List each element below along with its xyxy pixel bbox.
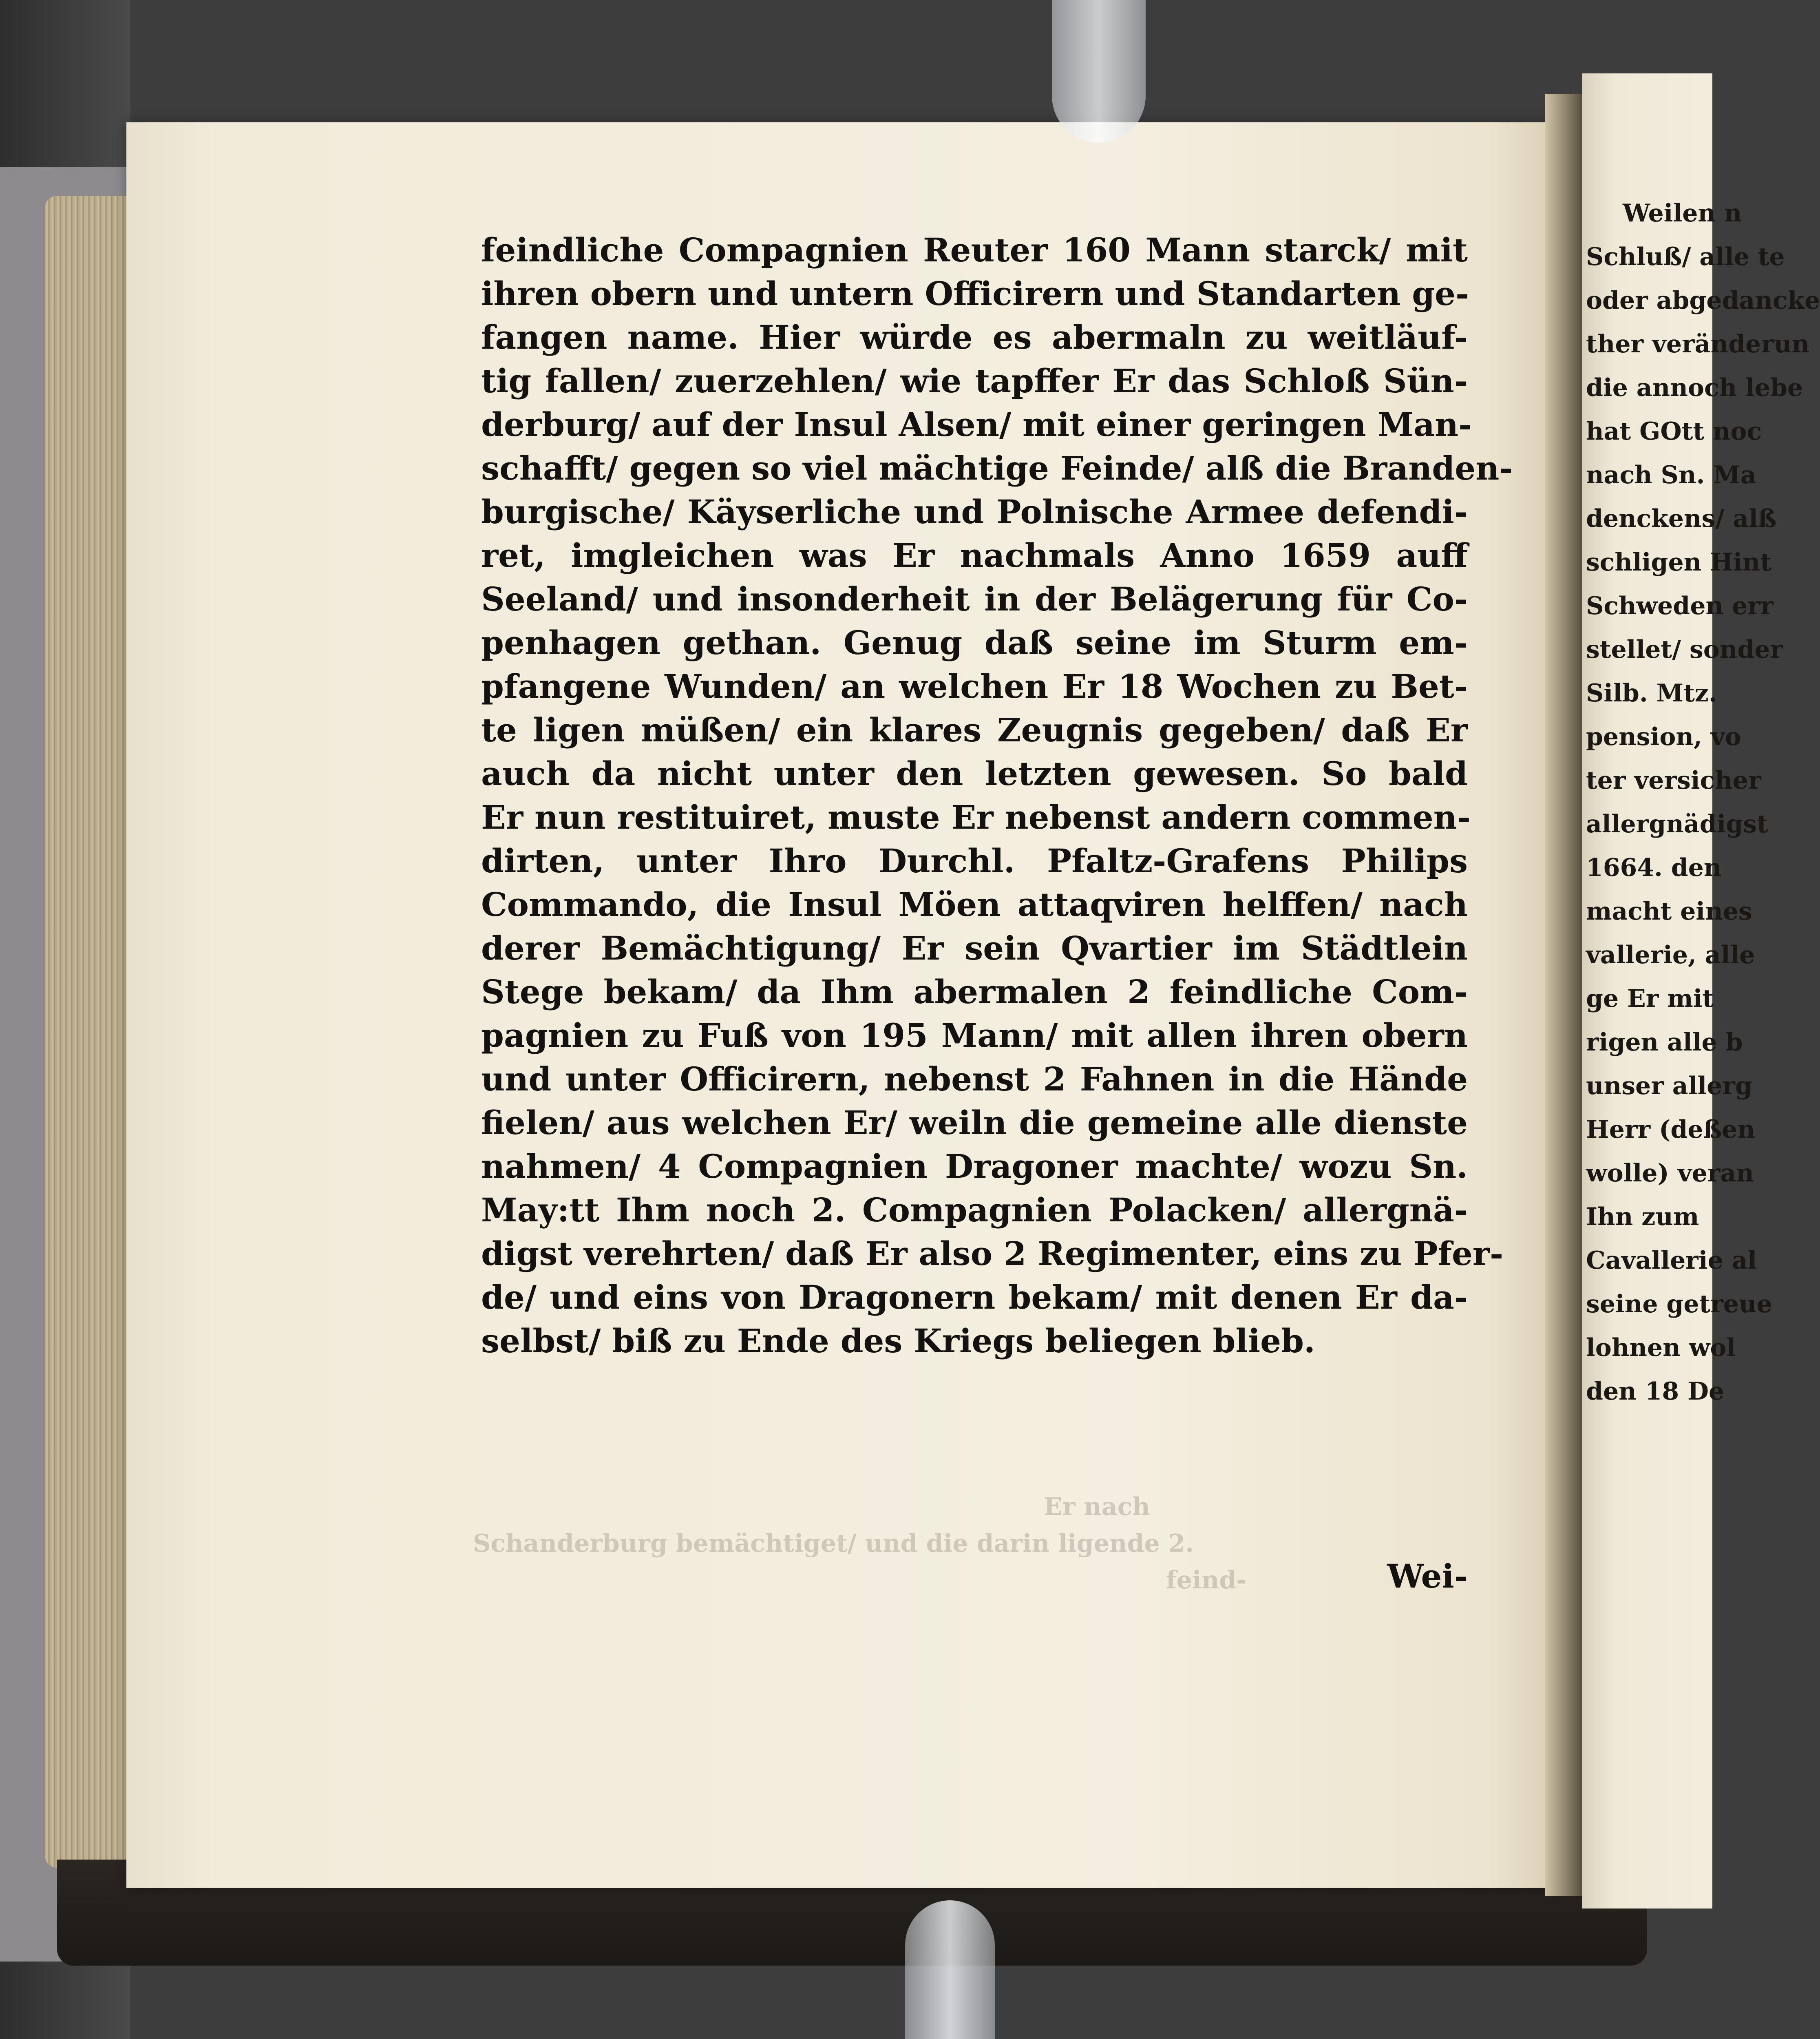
- main-text-block: [481, 228, 1513, 1363]
- page-clip-bottom: [905, 1900, 995, 2039]
- text-line: feindliche Compagnien Reuter 160 Mann starck/ mit: [481, 231, 1468, 269]
- text-line: auch da nicht unter den letzten gewesen. So bald: [481, 754, 1468, 793]
- text-line: ihren obern und untern Officirern und Standarten ge-: [481, 274, 1469, 313]
- page-clip-top: [1052, 0, 1146, 143]
- right-text-line: Herr (deßen: [1586, 1115, 1755, 1144]
- text-line: selbst/ biß zu Ende des Kriegs beliegen blieb.: [481, 1322, 1315, 1360]
- right-text-line: ge Er mit: [1586, 984, 1714, 1013]
- right-text-line: schligen Hint: [1586, 548, 1771, 577]
- text-line: tig fallen/ zuerzehlen/ wie tapffer Er das Schloß Sün-: [481, 362, 1468, 400]
- show-through-line: Er nach: [1044, 1493, 1150, 1521]
- right-text-line: allergnädigst: [1586, 810, 1768, 838]
- text-line: Commando, die Insul Möen attaqviren helffen/ nach: [481, 885, 1468, 924]
- right-text-line: oder abgedancke: [1586, 286, 1820, 315]
- right-text-line: stellet/ sonder: [1586, 635, 1783, 664]
- text-line: und unter Officirern, nebenst 2 Fahnen in die Hände: [481, 1060, 1468, 1098]
- text-line: fielen/ aus welchen Er/ weiln die gemeine alle dienste: [481, 1104, 1468, 1142]
- text-line: Seeland/ und insonderheit in der Belägerung für Co-: [481, 580, 1468, 618]
- text-line: Stege bekam/ da Ihm abermalen 2 feindliche Com-: [481, 973, 1468, 1011]
- text-line: schafft/ gegen so viel mächtige Feinde/ alß die Branden-: [481, 449, 1513, 487]
- text-line: ret, imgleichen was Er nachmals Anno 1659 auff: [481, 536, 1468, 575]
- right-text-line: macht eines: [1586, 897, 1752, 926]
- right-text-line: den 18 De: [1586, 1377, 1725, 1406]
- text-line: pagnien zu Fuß von 195 Mann/ mit allen ihren obern: [481, 1016, 1468, 1055]
- text-line: Er nun restituiret, muste Er nebenst andern commen-: [481, 798, 1471, 836]
- right-text-line: ter versicher: [1586, 766, 1761, 795]
- right-text-line: Schweden err: [1586, 592, 1774, 620]
- text-line: pfangene Wunden/ an welchen Er 18 Wochen zu Bet-: [481, 667, 1468, 705]
- text-line: dirten, unter Ihro Durchl. Pfaltz-Grafens Philips: [481, 842, 1468, 880]
- right-text-line: Silb. Mtz.: [1586, 679, 1717, 708]
- right-text-line: ther veränderun: [1586, 330, 1810, 358]
- right-text-line: Ihn zum: [1586, 1203, 1699, 1231]
- text-line: May:tt Ihm noch 2. Compagnien Polacken/ allergnä-: [481, 1191, 1468, 1229]
- right-text-line: wolle) veran: [1586, 1159, 1754, 1188]
- right-text-line: hat GOtt noc: [1586, 417, 1762, 446]
- text-line: derer Bemächtigung/ Er sein Qvartier im Städtlein: [481, 929, 1468, 967]
- right-text-line: Weilen n: [1623, 199, 1742, 228]
- right-text-line: seine getreue: [1586, 1290, 1772, 1318]
- text-line: fangen name. Hier würde es abermaln zu weitläuf-: [481, 318, 1468, 356]
- text-line: nahmen/ 4 Compagnien Dragoner machte/ wozu Sn.: [481, 1147, 1468, 1185]
- text-line: penhagen gethan. Genug daß seine im Sturm em-: [481, 624, 1468, 662]
- right-text-line: lohnen wol: [1586, 1334, 1736, 1362]
- text-line: te ligen müßen/ ein klares Zeugnis gegeben/ daß Er: [481, 711, 1468, 749]
- right-text-line: rigen alle b: [1586, 1028, 1743, 1057]
- right-text-line: 1664. den: [1586, 854, 1722, 882]
- catchword: Wei-: [1387, 1557, 1468, 1595]
- right-text-line: nach Sn. Ma: [1586, 461, 1756, 489]
- right-page-text: [1586, 192, 1820, 1413]
- text-line: digst verehrten/ daß Er also 2 Regimenter, eins zu Pfer-: [481, 1234, 1504, 1273]
- right-text-line: Cavallerie al: [1586, 1246, 1757, 1275]
- right-text-line: Schluß/ alle te: [1586, 243, 1785, 271]
- text-line: de/ und eins von Dragonern bekam/ mit denen Er da-: [481, 1278, 1468, 1316]
- right-text-line: pension, vo: [1586, 723, 1741, 751]
- right-text-line: die annoch lebe: [1586, 374, 1803, 402]
- text-line: derburg/ auf der Insul Alsen/ mit einer geringen Man-: [481, 405, 1472, 444]
- right-text-line: unser allerg: [1586, 1072, 1752, 1100]
- text-line: burgische/ Käyserliche und Polnische Armee defendi-: [481, 493, 1468, 531]
- show-through-line: feind-: [1166, 1566, 1247, 1594]
- show-through-text: [473, 1488, 1411, 1599]
- show-through-line: Schanderburg bemächtiget/ und die darin ligende 2.: [473, 1529, 1194, 1558]
- right-text-line: vallerie, alle: [1586, 941, 1755, 969]
- right-text-line: denckens/ alß: [1586, 504, 1777, 533]
